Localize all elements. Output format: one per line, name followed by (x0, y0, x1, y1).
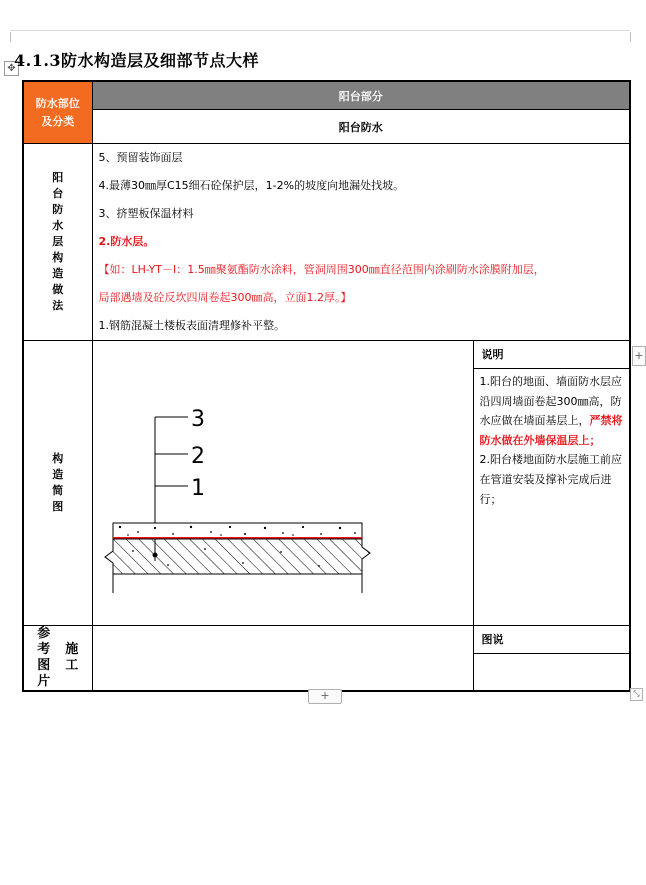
diagram-cell (92, 341, 473, 626)
notes-body (474, 369, 630, 509)
subsection-title: 阳台防水 (338, 120, 383, 134)
method-line-example-a: 【如：LH-YT－I：1.5㎜聚氨酯防水涂料，管洞周围300㎜直径范围内涂刷防水涂膜附加层， (98, 263, 545, 276)
callout-1: 1 (190, 476, 205, 501)
method-line-5: 5、预留装饰面层 (98, 151, 183, 164)
photo-notes-title: 图说 (474, 626, 630, 654)
method-content-cell (92, 144, 630, 341)
table-header-row (23, 81, 630, 110)
method-line-2: 2.防水层。 (98, 235, 155, 248)
page-top-border (10, 30, 630, 31)
construction-section-diagram (93, 341, 474, 622)
table-resize-handle-icon[interactable]: ⤡ (630, 688, 643, 701)
diagram-row (23, 341, 630, 626)
page-corner-mark (10, 32, 11, 42)
subsection-title-cell (92, 110, 630, 144)
method-line-4: 4.最薄30㎜厚C15细石砼保护层，1-2%的坡度向地漏处找坡。 (98, 179, 405, 192)
category-label: 防水部位及分类 (35, 96, 80, 128)
method-line-example-b: 局部遇墙及砼反坎四周卷起300㎜高，立面1.2厚。】 (98, 291, 352, 304)
diagram-side-cell (23, 341, 92, 626)
method-line-1: 1.钢筋混凝土楼板表面清理修补平整。 (98, 319, 285, 332)
waterproof-spec-table (22, 80, 631, 692)
photo-side-label-a: 施工 (65, 642, 79, 673)
page-corner-mark (630, 32, 631, 42)
section-heading: 4.1.3防水构造层及细部节点大样 (14, 51, 260, 70)
photo-row (23, 626, 630, 692)
method-line-3: 3、挤塑板保温材料 (98, 207, 194, 220)
table-move-handle-icon[interactable]: ✥ (4, 61, 19, 76)
table-subheader-row (23, 110, 630, 144)
note-2-text: 2.阳台楼地面防水层施工前应在管道安装及撑补完成后进行； (479, 453, 622, 506)
section-title: 阳台部分 (338, 89, 383, 103)
note-1-text: 1.阳台的地面、墙面防水层应沿四周墙面卷起300㎜高，防水应做在墙面基层上， (479, 375, 622, 428)
section-title-cell (92, 81, 630, 110)
photo-side-label (24, 626, 92, 690)
photo-cell (92, 626, 473, 692)
slab-section (105, 523, 370, 593)
diagram-side-label: 构造简图 (52, 452, 64, 513)
photo-side-cell (23, 626, 92, 692)
add-column-button[interactable]: + (632, 346, 646, 366)
notes-title: 说明 (474, 341, 630, 369)
category-header-cell (23, 81, 92, 144)
callout-3: 3 (190, 407, 205, 432)
add-row-button[interactable]: + (308, 689, 342, 704)
note-1-warning: 严禁将防水做在外墙保温层上； (479, 414, 623, 447)
photo-side-label-b: 参考图片 (37, 626, 51, 689)
photo-notes-cell (473, 626, 630, 692)
diagram-notes-cell (473, 341, 630, 626)
method-side-label: 阳台防水层构造做法 (52, 171, 64, 312)
method-side-cell (23, 144, 92, 341)
callout-2: 2 (190, 444, 205, 469)
method-row (23, 144, 630, 341)
